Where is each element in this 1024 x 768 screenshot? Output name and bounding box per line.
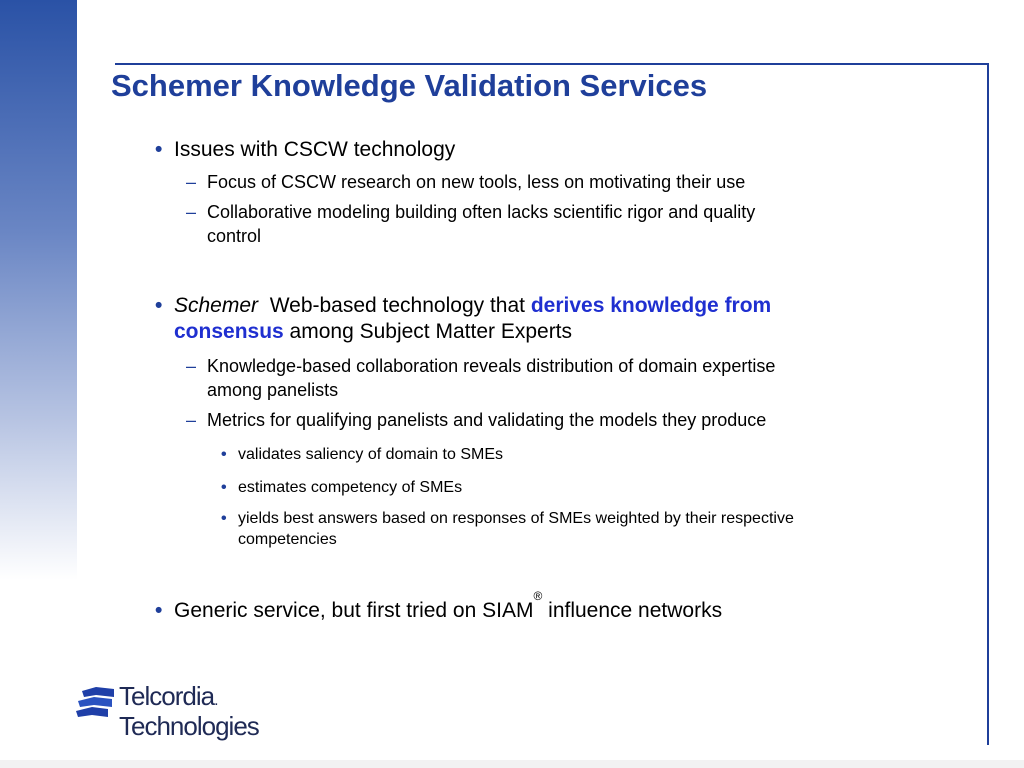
schemer-plain: Web-based technology that — [269, 294, 531, 317]
telcordia-logo — [76, 678, 266, 746]
sub-bullet-text-line1: Knowledge-based collaboration reveals distribution of domain expertise — [207, 356, 776, 376]
bottom-band — [0, 760, 1024, 768]
sub-bullet-text-line1: Collaborative modeling building often lacks scientific rigor and quality — [207, 202, 756, 222]
subsub-bullet-saliency — [221, 444, 504, 465]
bullet-generic-service — [155, 589, 723, 624]
bullet-marker: • — [221, 479, 227, 496]
generic-text-after: influence networks — [542, 599, 723, 622]
sub-bullet-focus — [186, 170, 746, 194]
telcordia-logo-icon — [76, 683, 118, 725]
generic-text: Generic service, but first tried on SIAM — [174, 599, 534, 622]
subsub-bullet-text: validates saliency of domain to SMEs — [238, 446, 504, 463]
dash-marker: – — [186, 356, 197, 376]
sub-bullet-knowledge-based — [186, 354, 776, 402]
logo-line2: Technologies — [119, 711, 259, 741]
subsub-bullet-best-answers — [221, 508, 794, 550]
bullet-marker: • — [221, 446, 227, 463]
bullet-marker: • — [221, 510, 227, 527]
sub-bullet-collaborative — [186, 200, 756, 248]
registered-mark: ® — [533, 589, 543, 603]
dash-marker: – — [186, 410, 197, 430]
bullet-cscw-issues — [155, 137, 456, 163]
sub-bullet-text: Focus of CSCW research on new tools, less on motivating their use — [207, 172, 746, 192]
title-rule — [115, 63, 988, 65]
schemer-italic: Schemer — [174, 294, 259, 317]
subsub-bullet-text: estimates competency of SMEs — [238, 479, 463, 496]
bullet-text: Issues with CSCW technology — [174, 138, 456, 161]
subsub-bullet-text-line2: competencies — [238, 531, 337, 548]
logo-line1-text: Telcordia — [119, 681, 215, 711]
bullet-marker: • — [155, 294, 163, 317]
logo-line1-dot: . — [214, 692, 218, 709]
sidebar-gradient — [0, 0, 77, 580]
dash-marker: – — [186, 172, 197, 192]
dash-marker: – — [186, 202, 197, 222]
schemer-emphasis-1: derives knowledge from — [530, 294, 772, 317]
schemer-plain-2: among Subject Matter Experts — [283, 320, 573, 343]
slide-title: Schemer Knowledge Validation Services — [111, 68, 708, 103]
sub-bullet-text-line2: control — [207, 226, 262, 246]
bullet-marker: • — [155, 599, 163, 622]
sub-bullet-text: Metrics for qualifying panelists and validating the models they produce — [207, 410, 767, 430]
subsub-bullet-text-line1: yields best answers based on responses of SMEs weighted by their respective — [238, 510, 794, 527]
sub-bullet-metrics — [186, 408, 767, 432]
bullet-schemer — [155, 293, 772, 345]
bullet-marker: • — [155, 138, 163, 161]
sub-bullet-text-line2: among panelists — [207, 380, 339, 400]
subsub-bullet-competency — [221, 477, 463, 498]
schemer-emphasis-2: consensus — [174, 320, 284, 343]
right-rule — [987, 63, 989, 745]
